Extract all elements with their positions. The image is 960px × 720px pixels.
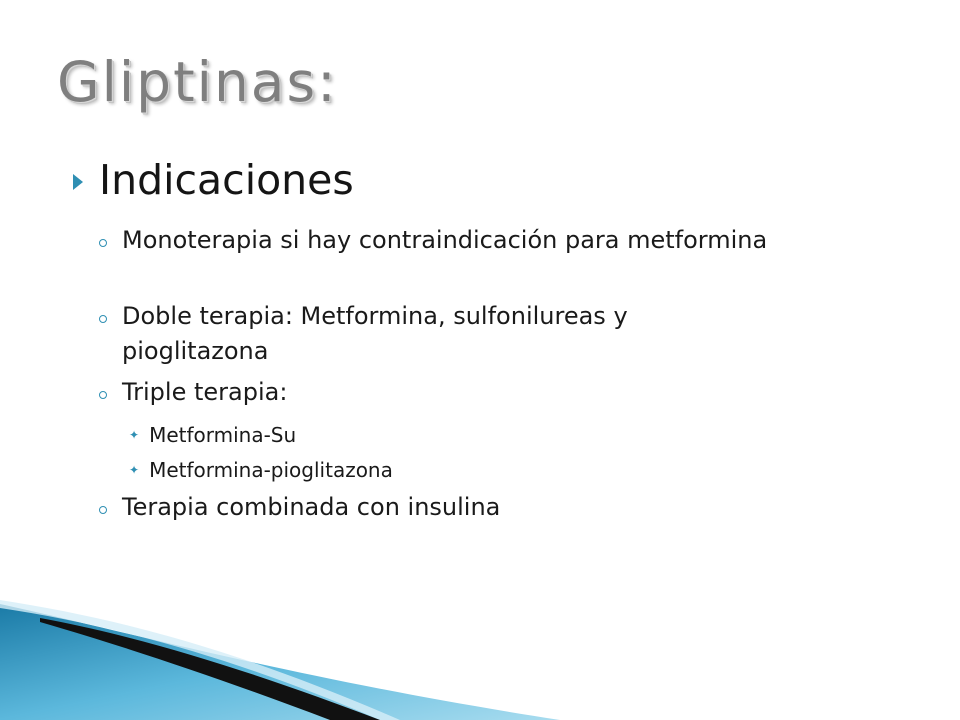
diamond-bullet-icon: ✦ xyxy=(129,463,140,477)
list-item xyxy=(99,493,779,525)
sub-list-item xyxy=(129,458,393,482)
decorative-swoosh xyxy=(0,590,960,720)
sub-list-item xyxy=(129,423,296,447)
sub-list-item-text: Metformina-Su xyxy=(149,423,297,447)
list-item xyxy=(99,378,779,410)
diamond-bullet-icon: ✦ xyxy=(129,428,140,442)
bullet-heading xyxy=(73,156,354,204)
ring-bullet-icon xyxy=(99,506,107,514)
list-item xyxy=(99,302,779,369)
sub-list-item-text: Metformina-pioglitazona xyxy=(149,458,393,482)
triangle-bullet-icon xyxy=(73,174,83,190)
list-item-text: Triple terapia: xyxy=(122,378,288,406)
ring-bullet-icon xyxy=(99,391,107,399)
ring-bullet-icon xyxy=(99,239,107,247)
list-item-text: Monoterapia si hay contraindicación para metformina xyxy=(122,226,768,254)
ring-bullet-icon xyxy=(99,315,107,323)
list-item xyxy=(99,226,779,258)
slide-title: Gliptinas: xyxy=(57,50,338,114)
list-item-text: Terapia combinada con insulina xyxy=(122,493,501,521)
list-item-text: Doble terapia: Metformina, sulfonilureas y pioglitazona xyxy=(122,302,628,365)
heading-text: Indicaciones xyxy=(99,156,354,204)
